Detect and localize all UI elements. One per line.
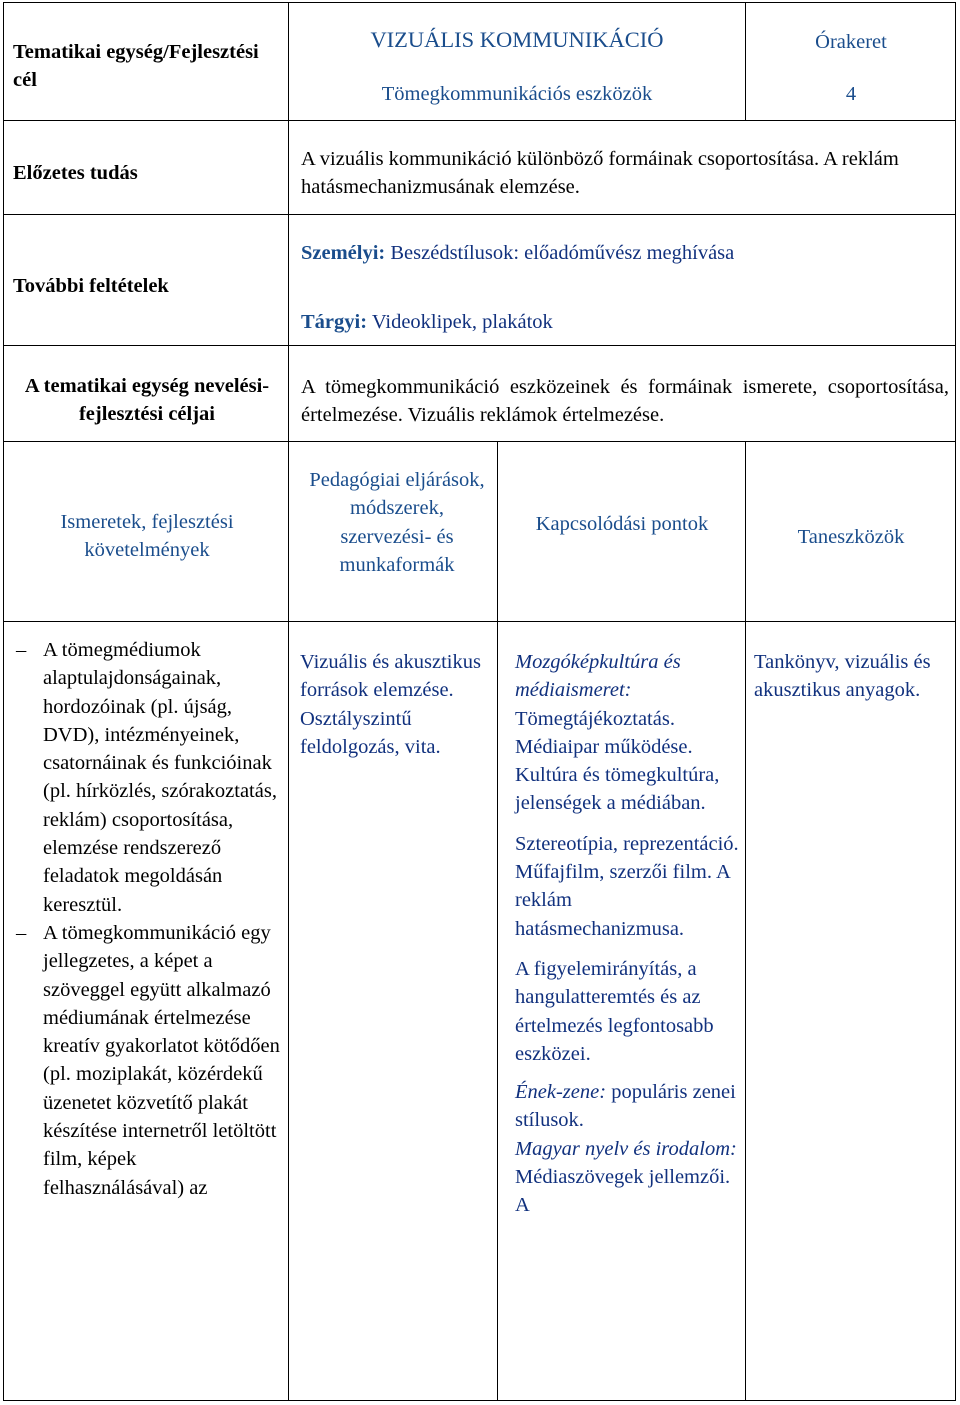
prior-knowledge-text: A vizuális kommunikáció különböző formáinak csoportosítása. A reklám hatásmechanizmusának elemzése.	[301, 148, 899, 199]
page-title: VIZUÁLIS KOMMUNIKÁCIÓ	[370, 27, 664, 52]
methods-text: Vizuális és akusztikus források elemzése. Osztályszintű feldolgozás, vita.	[300, 651, 481, 758]
object-text: Videoklipek, plakátok	[371, 311, 553, 333]
column-divider	[497, 441, 498, 1401]
requirements-list	[7, 636, 281, 1202]
object-conditions	[301, 308, 949, 336]
column-header-connections: Kapcsolódási pontok	[535, 513, 709, 535]
connections-text	[515, 648, 743, 1220]
subject-media: Mozgóképkultúra és médiaismeret:	[515, 651, 681, 702]
row-divider	[3, 345, 956, 346]
column-divider	[288, 2, 289, 1401]
column-header-requirements: Ismeretek, fejlesztési követelmények	[60, 511, 234, 562]
connection-paragraph: Tömegtájékoztatás. Médiaipar működése. Kultúra és tömegkultúra, jelenségek a médiában.	[515, 707, 720, 815]
personal-conditions	[301, 239, 949, 267]
personal-label: Személyi:	[301, 242, 386, 264]
list-item: – A tömegmédiumok alaptulajdonságainak, hordozóinak (pl. újság, DVD), intézményeinek, csatornáinak és funkcióinak (pl. hírközlés, szórakoztatás, reklám) csoportosítása, elemzése rendszerező feladatok megoldásán keresztül.	[7, 636, 281, 919]
connection-paragraph: Médiaszövegek jellemzői. A	[515, 1166, 731, 1217]
conditions-label: További feltételek	[13, 275, 169, 297]
page-subtitle: Tömegkommunikációs eszközök	[381, 83, 653, 105]
connection-music	[515, 1078, 743, 1135]
subject-literature: Magyar nyelv és irodalom:	[515, 1137, 737, 1160]
goals-label: A tematikai egység nevelési-fejlesztési céljai	[24, 375, 270, 426]
hours-value: 4	[845, 83, 857, 105]
prior-knowledge-label: Előzetes tudás	[13, 162, 138, 184]
list-item: – A tömegkommunikáció egy jellegzetes, a képet a szöveggel együtt alkalmazó médiumának értelmezése kreatív gyakorlatot kötődően (pl. moziplakát, közérdekű üzenetet közvetítő plakát készítése internetről letöltött film, képek felhasználásával) az	[7, 919, 281, 1202]
row-divider	[3, 441, 956, 442]
tools-text: Tankönyv, vizuális és akusztikus anyagok.	[754, 651, 931, 702]
goals-text: A tömegkommunikáció eszközeinek és formáinak ismerete, csoportosítása, értelmezése. Vizuális reklámok értelmezése.	[301, 376, 949, 427]
unit-label: Tematikai egység/Fejlesztési cél	[13, 41, 259, 92]
row-divider	[3, 120, 956, 121]
object-label: Tárgyi:	[301, 311, 368, 333]
row-divider	[3, 214, 956, 215]
connection-paragraph: Sztereotípia, reprezentáció. Műfajfilm, szerzői film. A reklám hatásmechanizmusa.	[515, 832, 739, 940]
column-header-tools: Taneszközök	[797, 526, 905, 548]
column-divider	[745, 441, 746, 1401]
row-divider	[3, 621, 956, 622]
music-text: populáris zenei stílusok.	[515, 1081, 736, 1132]
personal-text: Beszédstílusok: előadóművész meghívása	[390, 242, 735, 264]
column-header-methods: Pedagógiai eljárások, módszerek, szervezési- és munkaformák	[309, 469, 485, 576]
subject-music: Ének-zene:	[515, 1081, 607, 1104]
column-divider	[745, 2, 746, 120]
hours-label: Órakeret	[815, 31, 887, 53]
connection-paragraph: A figyelemirányítás, a hangulatteremtés és az értelmezés legfontosabb eszközei.	[515, 957, 714, 1065]
curriculum-table	[3, 2, 956, 1401]
